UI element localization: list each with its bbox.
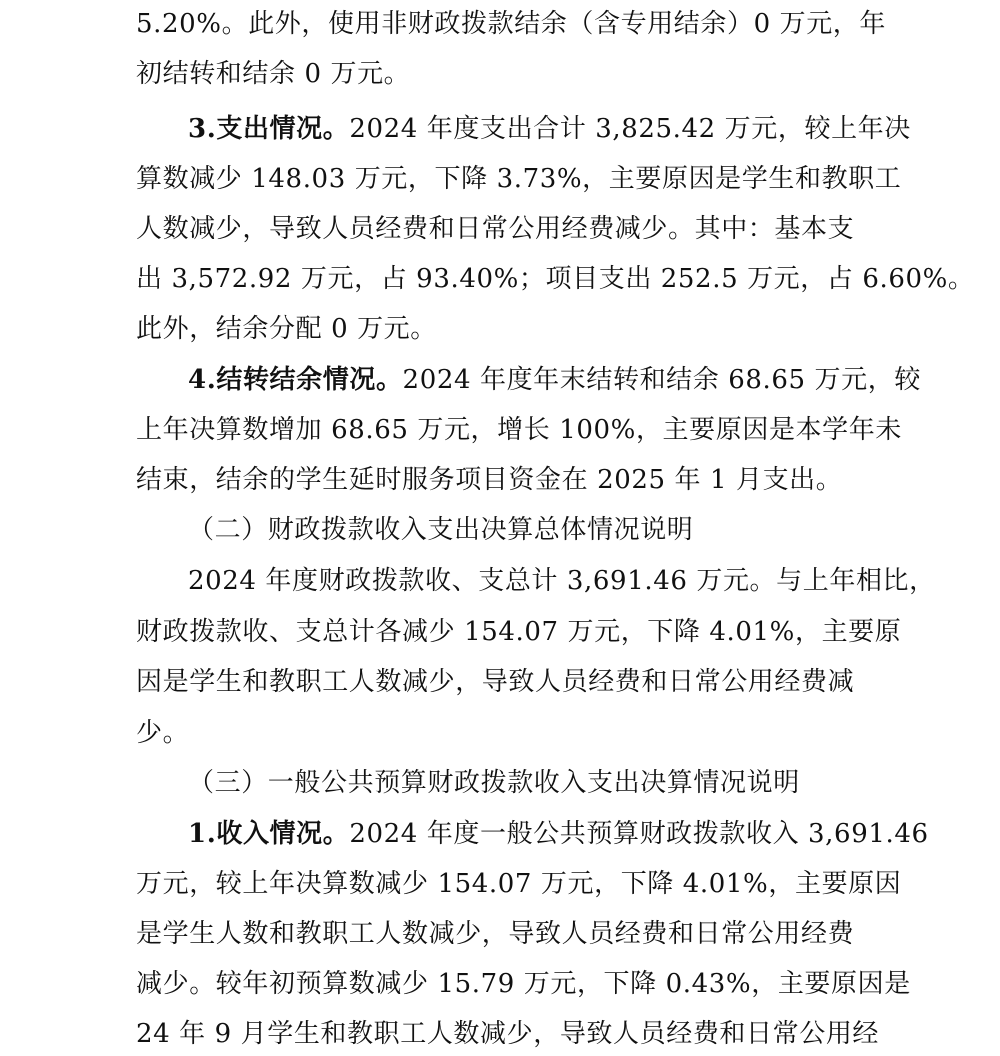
section-heading-income: 1.收入情况。 bbox=[188, 819, 350, 849]
section-heading-expenditure: 3.支出情况。 bbox=[188, 114, 350, 144]
body-text-line: 2024 年度财政拨款收、支总计 3,691.46 万元。与上年相比， bbox=[188, 566, 936, 596]
subsection-title-general-budget: （三）一般公共预算财政拨款收入支出决算情况说明 bbox=[188, 768, 800, 798]
body-text-line: 5.20%。此外，使用非财政拨款结余（含专用结余）0 万元，年 bbox=[136, 9, 887, 39]
section-paragraph-income: 1.收入情况。2024 年度一般公共预算财政拨款收入 3,691.46 bbox=[188, 819, 929, 849]
body-text-line: 万元，较上年决算数减少 154.07 万元，下降 4.01%，主要原因 bbox=[136, 869, 902, 899]
body-text-line: 此外，结余分配 0 万元。 bbox=[136, 314, 437, 344]
body-text-line: 出 3,572.92 万元，占 93.40%；项目支出 252.5 万元，占 6.60%。 bbox=[136, 264, 975, 294]
body-text-line: 上年决算数增加 68.65 万元，增长 100%，主要原因是本学年未 bbox=[136, 415, 902, 445]
body-text-line: 24 年 9 月学生和教职工人数减少，导致人员经费和日常公用经 bbox=[136, 1019, 880, 1049]
section-heading-carryover: 4.结转结余情况。 bbox=[188, 365, 403, 395]
body-text-line: 算数减少 148.03 万元，下降 3.73%，主要原因是学生和教职工 bbox=[136, 164, 902, 194]
body-text-line: 初结转和结余 0 万元。 bbox=[136, 59, 411, 89]
body-text-line: 人数减少，导致人员经费和日常公用经费减少。其中：基本支 bbox=[136, 214, 855, 244]
subsection-title-fiscal-overall: （二）财政拨款收入支出决算总体情况说明 bbox=[188, 515, 694, 545]
section-paragraph-carryover: 4.结转结余情况。2024 年度年末结转和结余 68.65 万元，较 bbox=[188, 365, 921, 395]
body-text-line: 是学生人数和教职工人数减少，导致人员经费和日常公用经费 bbox=[136, 919, 855, 949]
body-text-line: 因是学生和教职工人数减少，导致人员经费和日常公用经费减 bbox=[136, 667, 855, 697]
body-text-line: 财政拨款收、支总计各减少 154.07 万元，下降 4.01%，主要原 bbox=[136, 617, 902, 647]
body-text-line: 少。 bbox=[136, 718, 190, 748]
section-paragraph-expenditure: 3.支出情况。2024 年度支出合计 3,825.42 万元，较上年决 bbox=[188, 114, 911, 144]
body-text-line: 减少。较年初预算数减少 15.79 万元，下降 0.43%，主要原因是 bbox=[136, 969, 911, 999]
body-text-line: 结束，结余的学生延时服务项目资金在 2025 年 1 月支出。 bbox=[136, 465, 843, 495]
